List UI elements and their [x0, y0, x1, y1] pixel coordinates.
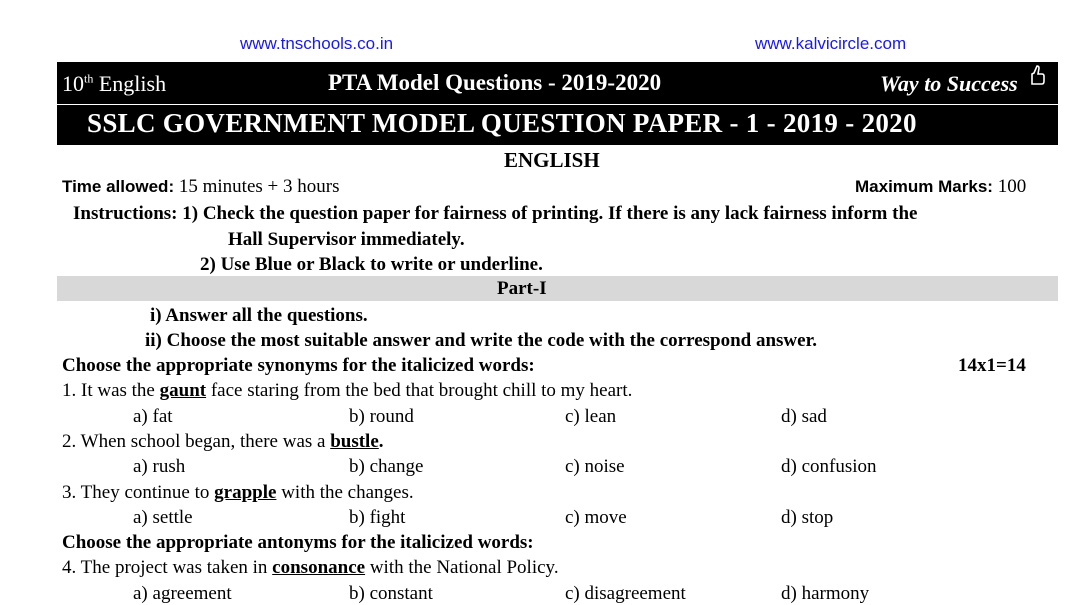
brand-text: Way to Success: [880, 71, 1018, 96]
option-2c: c) noise: [565, 456, 625, 477]
link-kalvicircle[interactable]: www.kalvicircle.com: [755, 34, 907, 53]
question-4: 4. The project was taken in consonance with the National Policy.: [62, 557, 559, 578]
thumbs-up-icon: [1028, 64, 1046, 92]
part-label: Part-I: [497, 278, 547, 299]
option-3d: d) stop: [781, 507, 834, 528]
section-heading-antonyms: Choose the appropriate antonyms for the italicized words:: [62, 532, 534, 553]
option-2a: a) rush: [133, 456, 186, 477]
instruction-1-cont: Hall Supervisor immediately.: [228, 229, 465, 250]
option-1b: b) round: [349, 406, 414, 427]
maximum-marks: Maximum Marks: 100: [855, 176, 1027, 197]
option-2b: b) change: [349, 456, 424, 477]
option-4d: d) harmony: [781, 583, 870, 604]
option-4c: c) disagreement: [565, 583, 686, 604]
part-note-2: ii) Choose the most suitable answer and write the code with the correspond answer.: [145, 330, 818, 351]
option-4a: a) agreement: [133, 583, 232, 604]
section-heading-synonyms: Choose the appropriate synonyms for the italicized words:: [62, 355, 535, 376]
instruction-1: Instructions: 1) Check the question paper for fairness of printing. If there is any lack fairness inform the: [73, 203, 918, 224]
option-1c: c) lean: [565, 406, 617, 427]
question-2: 2. When school began, there was a bustle.: [62, 431, 384, 452]
section-marks: 14x1=14: [958, 355, 1026, 376]
option-1a: a) fat: [133, 406, 173, 427]
header-title: PTA Model Questions - 2019-2020: [328, 70, 662, 95]
class-label: 10th English: [62, 71, 167, 96]
option-1d: d) sad: [781, 406, 827, 427]
paper-title: SSLC GOVERNMENT MODEL QUESTION PAPER - 1 - 2019 - 2020: [87, 108, 917, 138]
option-3c: c) move: [565, 507, 627, 528]
part-note-1: i) Answer all the questions.: [150, 305, 368, 326]
question-3: 3. They continue to grapple with the changes.: [62, 482, 414, 503]
option-3b: b) fight: [349, 507, 406, 528]
link-tnschools[interactable]: www.tnschools.co.in: [240, 34, 394, 53]
part-bar: [57, 276, 1058, 301]
option-2d: d) confusion: [781, 456, 877, 477]
option-3a: a) settle: [133, 507, 193, 528]
subject-title: ENGLISH: [504, 148, 600, 172]
instruction-2: 2) Use Blue or Black to write or underline.: [200, 254, 543, 275]
option-4b: b) constant: [349, 583, 433, 604]
question-1: 1. It was the gaunt face staring from the bed that brought chill to my heart.: [62, 380, 633, 401]
time-allowed: Time allowed: 15 minutes + 3 hours: [62, 176, 340, 197]
